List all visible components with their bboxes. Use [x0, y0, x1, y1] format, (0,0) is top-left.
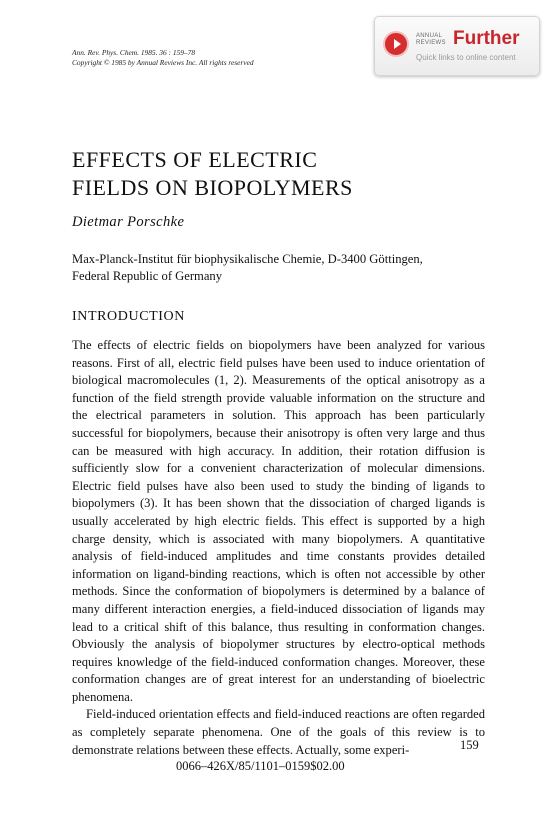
play-circle-icon	[383, 31, 409, 57]
journal-copyright: Copyright © 1985 by Annual Reviews Inc. All rights reserved	[72, 58, 254, 67]
author-name: Dietmar Porschke	[72, 214, 185, 230]
author-affiliation	[72, 251, 492, 284]
affiliation-line-1: Max-Planck-Institut für biophysikalische Chemie, D-3400 Göttingen,	[72, 252, 423, 266]
copyright-code: 0066–426X/85/1101–0159$02.00	[176, 759, 345, 773]
affiliation-line-2: Federal Republic of Germany	[72, 268, 223, 283]
article-title	[72, 146, 353, 202]
badge-tagline: Quick links to online content	[416, 53, 516, 62]
paragraph-1: The effects of electric fields on biopolymers have been analyzed for various reasons. First of all, electric field pulses have been used to induce orientation of biological macromolecules (1, 2). Measurements of the optical anisotropy as a function of the field strength provide valuable information on the structure and the electrical parameters in solution. This approach has been particularly successful for biopolymers, because their anisotropy is often very large and thus can be measured with high accuracy. In addition, their rotation diffusion is sufficiently slow for a convenient characterization of molecular dimensions. Electric field pulses have also been used to study the binding of ligands to biopolymers (3). It has been shown that the dissociation of charged ligands is usually accelerated by high electric fields. This effect is supported by a high charge density, which is associated with many biopolymers. A quantitative analysis of field-induced amplitudes and time constants provides detailed information on ligand-binding reactions, which is often not accessible by other methods. Since the conformation of biopolymers is determined by a balance of many different interaction energies, a field-induced dissociation of ligands may lead to a critical shift of this balance, thus resulting in conformation changes. Obviously the analysis of biopolymer structures by electro-optical methods requires knowledge of the field-induced conformation changes. Moreover, these conformation changes are of great interest for an understanding of bioelectric phenomena.	[72, 338, 485, 704]
article-title-line-1: EFFECTS OF ELECTRIC	[72, 147, 318, 172]
paragraph-2: Field-induced orientation effects and field-induced reactions are often regarded as completely separate phenomena. One of the goals of this review is to demonstrate relations between these effects. Actually, some experi-	[72, 707, 485, 757]
badge-title: Further	[453, 28, 520, 49]
section-heading: INTRODUCTION	[72, 309, 185, 324]
article-title-line-2: FIELDS ON BIOPOLYMERS	[72, 175, 353, 200]
journal-reference	[72, 48, 254, 68]
journal-citation: Ann. Rev. Phys. Chem. 1985. 36 : 159–78	[72, 48, 196, 57]
further-badge[interactable]	[374, 16, 540, 76]
badge-brand-small: ANNUAL REVIEWS	[416, 33, 446, 46]
page-number: 159	[460, 738, 479, 752]
body-text	[72, 337, 485, 759]
